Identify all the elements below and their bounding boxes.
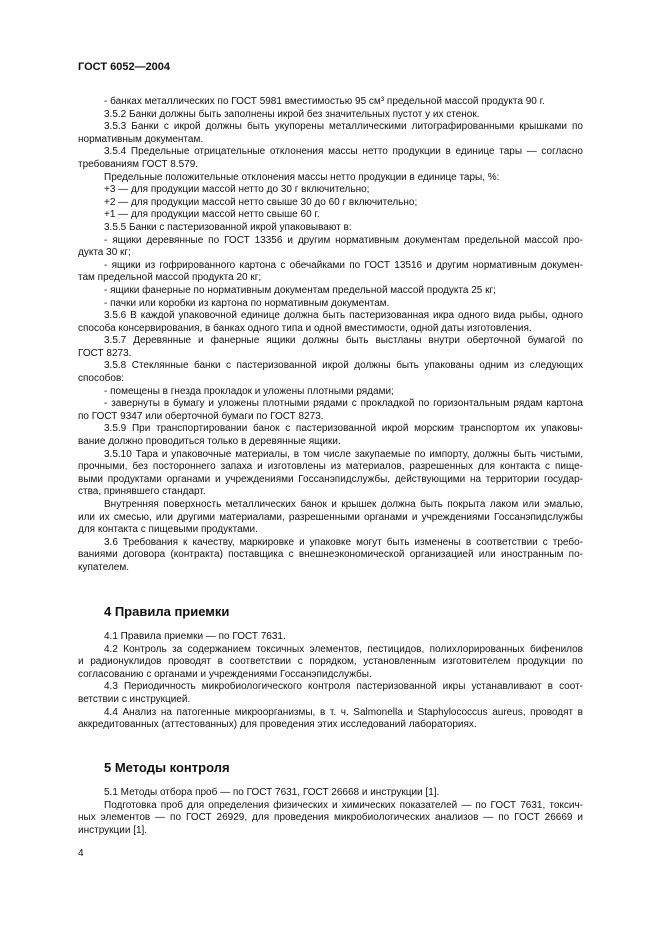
paragraph <box>78 423 583 448</box>
text-line: Предельные положительные отклонения массы нетто продукции в единице тары, %: <box>104 171 500 183</box>
paragraph <box>78 386 583 399</box>
text-line: требованиям ГОСТ 8.579. <box>78 158 199 170</box>
text-line: ства, принявшего стандарт. <box>78 486 206 498</box>
text-line: и радионуклидов проводят в соответствии с порядком, установленным изготовителем продукции по <box>78 656 583 668</box>
document-header: ГОСТ 6052—2004 <box>78 61 171 73</box>
section-4-heading: 4 Правила приемки <box>104 604 230 619</box>
paragraph <box>78 235 583 260</box>
text-line: 4.3 Периодичность микробиологического контроля пастеризованной икры устанавливают в соот- <box>104 681 583 693</box>
text-line: +3 — для продукции массой нетто до 30 г включительно; <box>104 184 370 196</box>
text-line: Подготовка проб для определения физических и химических показателей — по ГОСТ 7631, токсич- <box>104 799 583 811</box>
paragraph <box>78 285 583 298</box>
text-line: ных элементов — по ГОСТ 26929, для проведения микробиологических анализов — по ГОСТ 26669 и <box>78 812 583 824</box>
text-line: согласованию с органами и учреждениями Госсанэпидслужбы. <box>78 668 372 680</box>
text-line: 3.5.7 Деревянные и фанерные ящики должны быть выстланы внутри оберточной бумагой по <box>104 335 583 347</box>
text-line: 3.5.9 При транспортировании банок с пастеризованной икрой морским транспортом их упаковы- <box>104 423 583 435</box>
text-line: - пачки или коробки из картона по нормативным документам. <box>104 297 390 309</box>
paragraph <box>78 631 583 644</box>
text-line: там предельной массой продукта 20 кг; <box>78 272 262 284</box>
paragraph <box>78 146 583 171</box>
text-line: - банках металлических по ГОСТ 5981 вместимостью 95 см³ предельной массой продукта 90 г. <box>104 96 545 107</box>
text-line: Внутренняя поверхность металлических банок и крышек должна быть покрыта лаком или эмалью, <box>104 499 583 510</box>
text-line: аккредитованных (аттестованных) для проведения этих исследований лабораториях. <box>78 719 477 731</box>
paragraph <box>78 222 583 235</box>
text-line: для контакта с пищевыми продуктами. <box>78 524 258 536</box>
paragraph <box>78 644 583 682</box>
text-line: вание должно проводиться только в деревянные ящики. <box>78 436 341 448</box>
paragraph <box>78 96 583 109</box>
paragraph <box>78 184 583 197</box>
text-line: 3.5.3 Банки с икрой должны быть укупорены металлическими литографированными крышками по <box>104 121 583 133</box>
paragraph <box>78 499 583 537</box>
section-5-body <box>78 787 583 837</box>
text-line: 3.5.5 Банки с пастеризованной икрой упаковывают в: <box>104 221 352 233</box>
paragraph <box>78 537 583 575</box>
text-line: нормативным документам. <box>78 133 204 145</box>
text-line: 3.5.6 В каждой упаковочной единице должна быть пастеризованная икра одного вида рыбы, одного <box>104 310 583 322</box>
text-line: - ящики фанерные по нормативным документам предельной массой продукта 25 кг; <box>104 284 496 296</box>
text-line: - ящики из гофрированного картона с обечайками по ГОСТ 13516 и другим нормативным докумен- <box>104 259 583 271</box>
text-line: способов: <box>78 373 125 385</box>
paragraph <box>78 681 583 706</box>
text-line: 5.1 Методы отбора проб — по ГОСТ 7631, ГОСТ 26668 и инструкции [1]. <box>104 787 440 798</box>
paragraph <box>78 260 583 285</box>
text-line: способа консервирования, в банках одного типа и одной вместимости, одной даты изготовления. <box>78 322 532 334</box>
text-line: дукта 30 кг; <box>78 247 131 259</box>
paragraph <box>78 109 583 122</box>
text-line: ваниями договора (контракта) поставщика с внешнеэкономической организацией или иностранным по- <box>78 549 583 561</box>
text-line: 3.5.2 Банки должны быть заполнены икрой без значительных пустот у их стенок. <box>104 108 480 120</box>
text-line: 3.5.4 Предельные отрицательные отклонения массы нетто продукции в единице тары — согласно <box>104 146 583 158</box>
paragraph <box>78 449 583 499</box>
text-line: прочными, без постороннего запаха и изготовлены из материалов, разрешенных для контакта с пище- <box>78 461 583 473</box>
paragraph <box>78 209 583 222</box>
text-line: 3.6 Требования к качеству, маркировке и упаковке могут быть изменены в соответствии с требо- <box>104 536 583 548</box>
paragraph <box>78 310 583 335</box>
text-line: +2 — для продукции массой нетто свыше 30 до 60 г включительно; <box>104 196 418 208</box>
text-line: 3.5.10 Тара и упаковочные материалы, в том числе закупаемые по импорту, должны быть чистыми, <box>104 448 583 460</box>
text-line: - помещены в гнезда прокладок и уложены плотными рядами; <box>104 385 394 397</box>
paragraph <box>78 360 583 385</box>
paragraph <box>78 335 583 360</box>
paragraph <box>78 800 583 838</box>
text-line: 4.4 Анализ на патогенные микроорганизмы, в т. ч. Salmonella и Staphylococcus aureus, проводят в <box>104 706 583 718</box>
text-line: выми продуктами органами и учреждениями Госсанэпидслужбы, действующими на территории государ- <box>78 473 583 485</box>
section-3-continued <box>78 96 583 575</box>
text-line: 4.1 Правила приемки — по ГОСТ 7631. <box>104 631 286 642</box>
text-line: +1 — для продукции массой нетто свыше 60 г. <box>104 209 320 221</box>
text-line: - завернуты в бумагу и уложены плотными рядами с прокладкой по горизонтальным рядам картона <box>104 398 583 410</box>
paragraph <box>78 172 583 185</box>
paragraph <box>78 787 583 800</box>
text-line: инструкции [1]. <box>78 824 148 836</box>
paragraph <box>78 707 583 732</box>
page-number: 4 <box>78 848 84 859</box>
text-line: 3.5.8 Стеклянные банки с пастеризованной икрой должны быть упакованы одним из следующих <box>104 360 583 372</box>
text-line: 4.2 Контроль за содержанием токсичных элементов, пестицидов, полихлорированных бифенилов <box>104 643 583 655</box>
text-line: по ГОСТ 9347 или оберточной бумаги по ГОСТ 8273. <box>78 410 324 422</box>
paragraph <box>78 197 583 210</box>
section-5-heading: 5 Методы контроля <box>104 760 230 775</box>
text-line: ветствии с инструкцией. <box>78 693 191 705</box>
text-line: или их смесью, или другими материалами, разрешенными органами и учреждениями Госсанэпидслужбы <box>78 511 583 523</box>
paragraph <box>78 121 583 146</box>
paragraph <box>78 298 583 311</box>
paragraph <box>78 398 583 423</box>
section-4-body <box>78 631 583 732</box>
text-line: - ящики деревянные по ГОСТ 13356 и другим нормативным документам предельной массой про- <box>104 234 583 246</box>
text-line: купателем. <box>78 561 129 573</box>
text-line: ГОСТ 8273. <box>78 347 132 359</box>
